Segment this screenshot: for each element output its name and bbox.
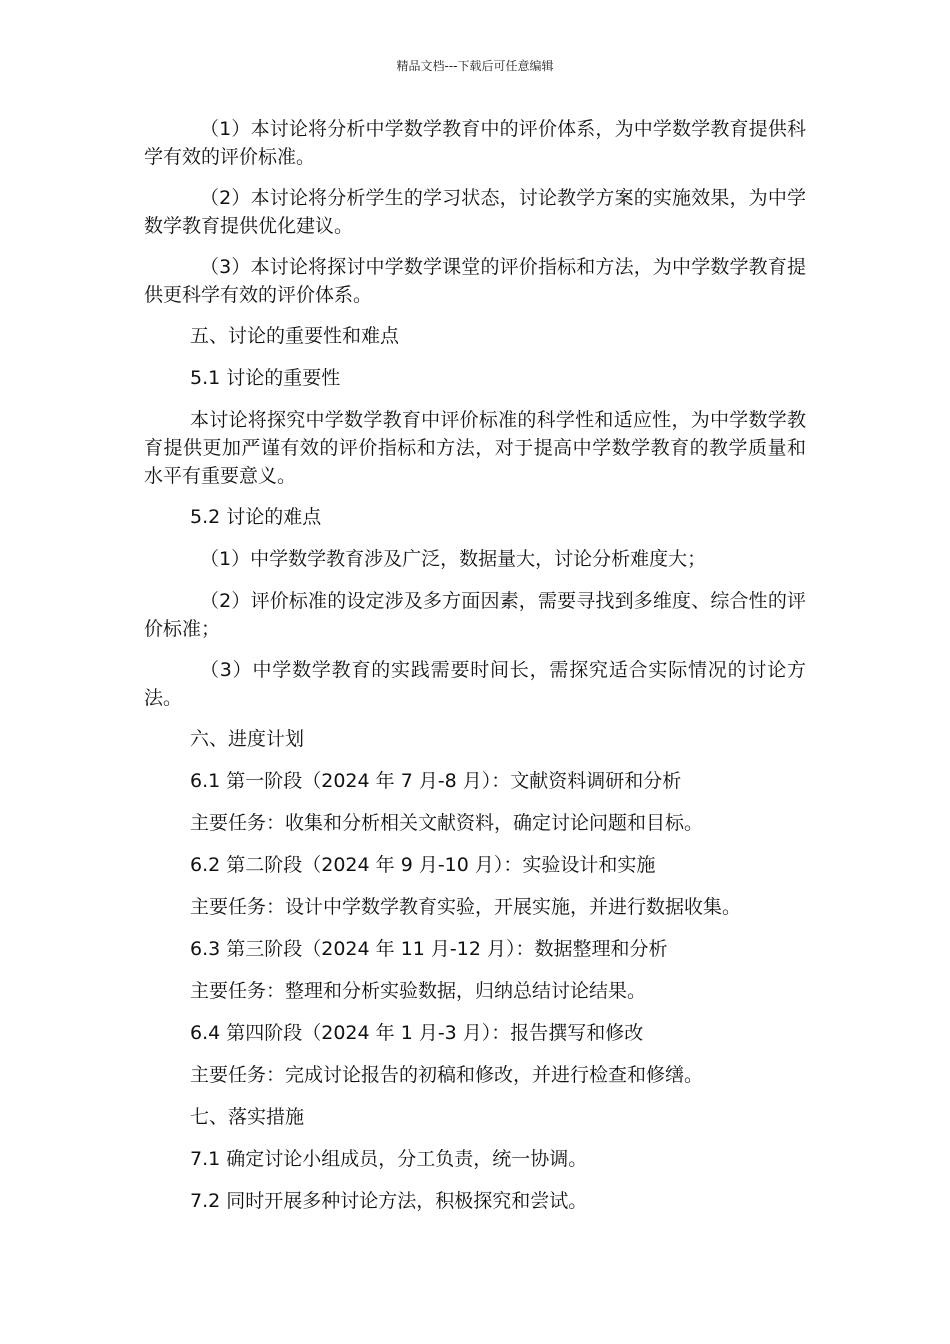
stage-6-3-title: 6.3 第三阶段（2024 年 11 月-12 月）：数据整理和分析: [190, 938, 668, 960]
subsection-heading-5-1: 5.1 讨论的重要性: [190, 367, 341, 389]
difficulty-item-3: （3）中学数学教育的实践需要时间长，需探究适合实际情况的讨论方法。: [144, 659, 806, 709]
stage-6-2-task: 主要任务：设计中学数学教育实验，开展实施，并进行数据收集。: [190, 896, 742, 918]
section-heading-7: 七、落实措施: [190, 1106, 305, 1128]
importance-paragraph: 本讨论将探究中学数学教育中评价标准的科学性和适应性，为中学数学教育提供更加严谨有效的评价指标和方法，对于提高中学数学教育的教学质量和水平有重要意义。: [144, 409, 806, 487]
subsection-heading-5-2: 5.2 讨论的难点: [190, 506, 322, 528]
objective-paragraph-2: （2）本讨论将分析学生的学习状态，讨论教学方案的实施效果，为中学数学教育提供优化建议。: [144, 187, 806, 237]
difficulty-item-2: （2）评价标准的设定涉及多方面因素，需要寻找到多维度、综合性的评价标准；: [144, 590, 806, 640]
document-body: [144, 115, 806, 1229]
stage-6-2-title: 6.2 第二阶段（2024 年 9 月-10 月）：实验设计和实施: [190, 854, 656, 876]
difficulty-item-1: （1）中学数学教育涉及广泛，数据量大，讨论分析难度大；: [200, 548, 707, 570]
stage-6-3-task: 主要任务：整理和分析实验数据，归纳总结讨论结果。: [190, 980, 647, 1002]
section-heading-5: 五、讨论的重要性和难点: [190, 325, 400, 347]
section-heading-6: 六、进度计划: [190, 728, 305, 750]
objective-paragraph-1: （1）本讨论将分析中学数学教育中的评价体系，为中学数学教育提供科学有效的评价标准。: [144, 118, 806, 168]
stage-6-1-title: 6.1 第一阶段（2024 年 7 月-8 月）：文献资料调研和分析: [190, 770, 682, 792]
measure-7-2: 7.2 同时开展多种讨论方法，积极探究和尝试。: [190, 1190, 588, 1212]
stage-6-4-task: 主要任务：完成讨论报告的初稿和修改，并进行检查和修缮。: [190, 1064, 704, 1086]
objective-paragraph-3: （3）本讨论将探讨中学数学课堂的评价指标和方法，为中学数学教育提供更科学有效的评价体系。: [144, 256, 806, 306]
page-header: 精品文档---下载后可任意编辑: [396, 59, 554, 73]
measure-7-1: 7.1 确定讨论小组成员，分工负责，统一协调。: [190, 1148, 588, 1170]
stage-6-4-title: 6.4 第四阶段（2024 年 1 月-3 月）：报告撰写和修改: [190, 1022, 644, 1044]
stage-6-1-task: 主要任务：收集和分析相关文献资料，确定讨论问题和目标。: [190, 812, 704, 834]
